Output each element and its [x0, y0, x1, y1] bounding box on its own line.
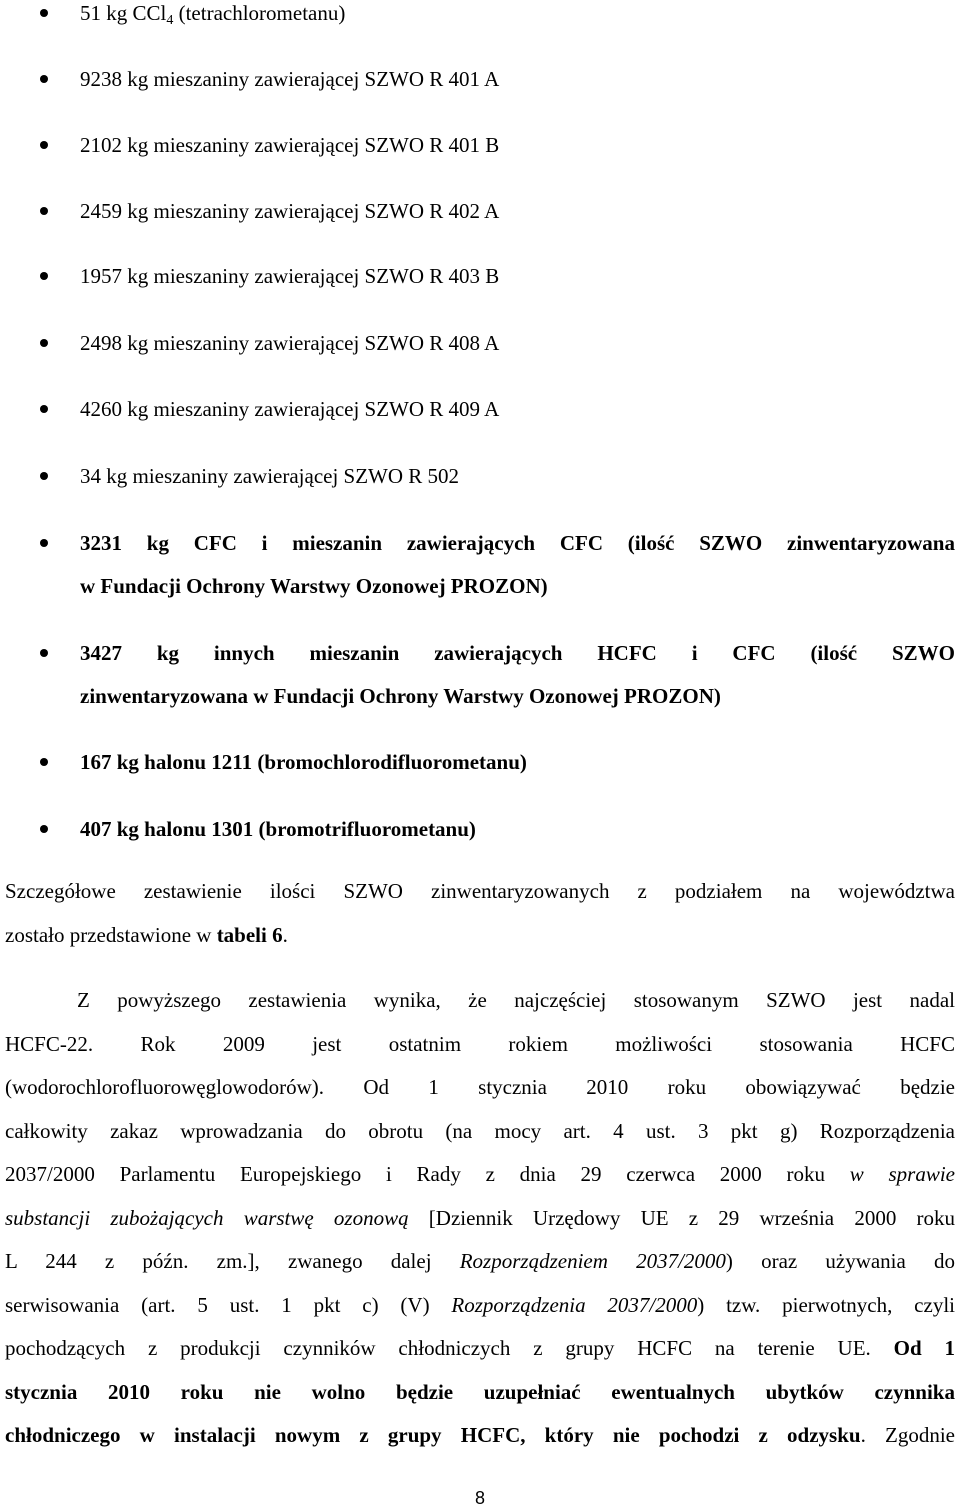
- bullet-icon: [40, 825, 48, 833]
- bullet-icon: [40, 649, 48, 657]
- bullet-icon: [40, 207, 48, 215]
- paragraph-line: (wodorochlorofluorowęglowodorów). Od 1 stycznia 2010 roku obowiązywać będzie: [5, 1075, 955, 1099]
- paragraph-line: całkowity zakaz wprowadzania do obrotu (na mocy art. 4 ust. 3 pkt g) Rozporządzenia: [5, 1118, 955, 1143]
- paragraph-line: serwisowania (art. 5 ust. 1 pkt c) (V) Rozporządzenia 2037/2000) tzw. pierwotnych, czyli: [5, 1292, 955, 1317]
- bullet-icon: [40, 405, 48, 413]
- bullet-icon: [40, 9, 48, 17]
- paragraph-line: stycznia 2010 roku nie wolno będzie uzupełniać ewentualnych ubytków czynnika: [5, 1379, 955, 1404]
- list-item-text: 2459 kg mieszaniny zawierającej SZWO R 402 A: [80, 199, 500, 223]
- paragraph-line: zostało przedstawione w tabeli 6.: [5, 922, 288, 947]
- list-item-text-line1: 3231 kg CFC i mieszanin zawierających CFC (ilość SZWO zinwentaryzowana: [80, 531, 955, 555]
- bullet-icon: [40, 75, 48, 83]
- list-item-text: 2102 kg mieszaniny zawierającej SZWO R 401 B: [80, 133, 500, 157]
- page-number: 8: [474, 1488, 485, 1508]
- paragraph-line: Szczegółowe zestawienie ilości SZWO zinwentaryzowanych z podziałem na województwa: [5, 879, 955, 903]
- paragraph-line: Z powyższego zestawienia wynika, że najczęściej stosowanym SZWO jest nadal: [77, 988, 955, 1012]
- list-item-text-line1: 3427 kg innych mieszanin zawierających HCFC i CFC (ilość SZWO: [80, 641, 955, 665]
- paragraph-line: L 244 z późn. zm.], zwanego dalej Rozporządzeniem 2037/2000) oraz używania do: [5, 1249, 956, 1273]
- table-reference: tabeli 6: [216, 922, 283, 947]
- list-item-text-line2: zinwentaryzowana w Fundacji Ochrony Warstwy Ozonowej PROZON): [80, 684, 721, 708]
- bullet-icon: [40, 141, 48, 149]
- paragraph-line: 2037/2000 Parlamentu Europejskiego i Rady z dnia 29 czerwca 2000 roku w sprawie: [5, 1162, 955, 1186]
- list-item-text: 167 kg halonu 1211 (bromochlorodifluorometanu): [80, 750, 527, 774]
- paragraph-line: pochodzących z produkcji czynników chłodniczych z grupy HCFC na terenie UE. Od 1: [5, 1336, 955, 1360]
- list-item-text: 34 kg mieszaniny zawierającej SZWO R 502: [80, 464, 460, 488]
- bullet-icon: [40, 339, 48, 347]
- list-item-text: 1957 kg mieszaniny zawierającej SZWO R 403 B: [80, 264, 500, 288]
- bullet-icon: [40, 472, 48, 480]
- list-item-text-line2: w Fundacji Ochrony Warstwy Ozonowej PROZON): [80, 574, 548, 598]
- list-item-text: 2498 kg mieszaniny zawierającej SZWO R 408 A: [80, 331, 500, 355]
- paragraph-line: chłodniczego w instalacji nowym z grupy HCFC, który nie pochodzi z odzysku. Zgodnie: [5, 1423, 956, 1447]
- list-item-text: 4260 kg mieszaniny zawierającej SZWO R 409 A: [80, 397, 500, 421]
- bullet-icon: [40, 758, 48, 766]
- paragraph-line: substancji zubożających warstwę ozonową [Dziennik Urzędowy UE z 29 września 2000 roku: [5, 1205, 955, 1230]
- paragraph-hcfc: [5, 979, 955, 1458]
- list-item-text: 9238 kg mieszaniny zawierającej SZWO R 401 A: [80, 67, 500, 91]
- list-item-text: 51 kg CCl$_4$ (tetrachlorometanu): [80, 1, 346, 28]
- paragraph-line: HCFC-22. Rok 2009 jest ostatnim rokiem możliwości stosowania HCFC: [5, 1031, 955, 1056]
- list-item-text: 407 kg halonu 1301 (bromotrifluorometanu): [80, 817, 476, 841]
- bullet-icon: [40, 539, 48, 547]
- bullet-icon: [40, 272, 48, 280]
- paragraph-summary: [5, 870, 955, 957]
